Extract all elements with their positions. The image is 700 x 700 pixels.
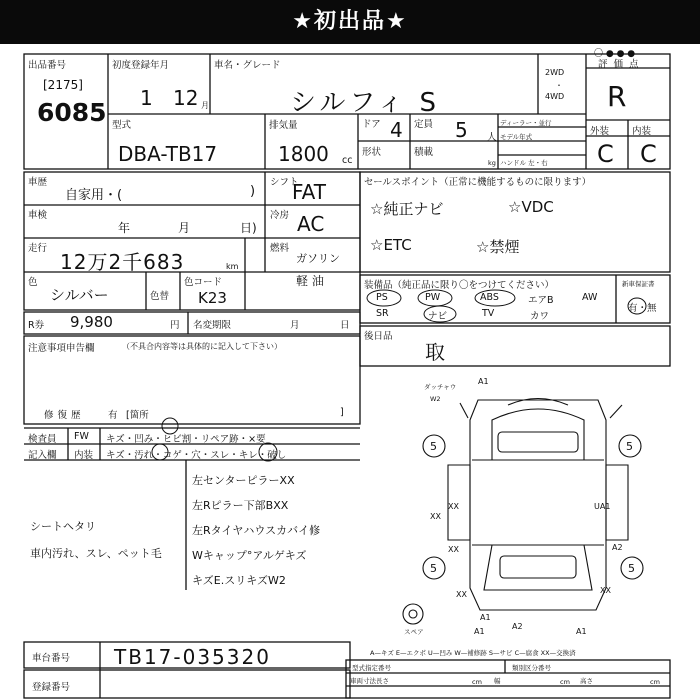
lot-label: 出品番号 [28, 60, 67, 71]
page-banner: ★初出品★ [0, 0, 700, 44]
inspection-day: 日) [240, 221, 257, 235]
mileage-label: 走行 [28, 243, 48, 254]
registration-month-unit: 月 [201, 101, 209, 110]
equipment-sr: SR [376, 308, 389, 319]
load-label: 積載 [414, 147, 434, 158]
inspector-label: 検査員 [28, 434, 57, 445]
inspector-entry-label: 記入欄 [28, 450, 57, 461]
registration-year: 1 [140, 86, 153, 110]
shape-label: 形状 [362, 147, 382, 158]
load-unit: kg [488, 159, 496, 167]
doors-label: ドア [362, 119, 381, 130]
inspector-fw-tag: FW [74, 431, 89, 442]
r-ticket-unit: 円 [170, 320, 180, 331]
fuel-gasoline: ガソリン [296, 252, 340, 265]
displacement-label: 排気量 [269, 120, 298, 131]
after-day-value: 取 [425, 340, 445, 364]
handle-label: ハンドル 左・右 [500, 159, 548, 167]
height-unit: cm [650, 678, 660, 686]
length-label: 長さ [376, 677, 389, 685]
diagram-mark-xx-rear-right: XX [600, 586, 611, 595]
equipment-navi: ナビ [428, 311, 448, 322]
exterior-value: C [597, 140, 614, 168]
diagram-mark-a2-rear: A2 [512, 622, 523, 631]
note-right-1: 左センターピラーXX [192, 474, 295, 487]
mileage-unit: km [226, 262, 239, 271]
lot-sub-number: [2175] [43, 78, 83, 92]
inspection-month: 月 [178, 221, 191, 235]
displacement-unit: cc [342, 155, 353, 166]
shift-label: シフト [270, 177, 299, 188]
inspector-row2: キズ・汚れ・コゲ・穴・スレ・キレ・破し [106, 450, 287, 461]
attention-label: 注意事項申告欄 [28, 343, 95, 354]
fuel-light-oil: 軽 油 [296, 274, 324, 288]
diagram-mark-a2-right: A2 [612, 543, 623, 552]
equipment-aw: AW [582, 292, 598, 303]
selling-point-2: ☆VDC [508, 198, 554, 216]
reg-number-label: 登録番号 [32, 682, 71, 693]
car-history-close: ) [250, 184, 256, 199]
mileage-value: 12万2千683 [60, 250, 185, 274]
capacity-value: 5 [455, 118, 468, 142]
drive-4wd: 4WD [545, 92, 565, 101]
warranty-label: 新車保証書 [622, 280, 655, 288]
equipment-leather: カワ [530, 311, 550, 322]
type-designation-label: 型式指定番号 [352, 664, 391, 672]
drive-dot: ・ [555, 81, 563, 90]
diagram-mark-a1-rear: A1 [480, 613, 491, 622]
selling-point-4: ☆禁煙 [476, 238, 520, 256]
repair-label: 修復歴 [44, 410, 85, 421]
equipment-abs: ABS [480, 292, 499, 303]
inspector-row1: キズ・凹み・ヒビ割・リペア跡・×要 [106, 434, 266, 445]
equipment-airbag: エアB [528, 295, 554, 306]
model-label: 型式 [112, 120, 132, 131]
drive-2wd: 2WD [545, 68, 565, 77]
doors-value: 4 [390, 118, 403, 142]
diagram-mark-xx-rear: XX [456, 590, 467, 599]
equipment-tv: TV [482, 308, 495, 319]
width-unit: cm [560, 678, 570, 686]
attention-note: （不具合内容等は具体的に記入して下さい） [122, 342, 282, 351]
vehicle-name-value: シルフィ S [290, 88, 441, 118]
repair-place: [箇所 [126, 410, 149, 421]
color-code-value: K23 [198, 289, 227, 307]
class-label: 類別区分番号 [512, 664, 551, 672]
color-number-label: 色替 [150, 291, 170, 302]
meigi-month: 月 [290, 320, 300, 331]
diagram-mark-a1-bumper: A1 [474, 627, 485, 636]
capacity-unit: 人 [487, 132, 497, 143]
diagram-mark-xx-rear-left: XX [448, 545, 459, 554]
length-unit: cm [472, 678, 482, 686]
rating-label: 評価点 [598, 59, 645, 70]
diagram-mark-5-fl: 5 [430, 440, 437, 453]
fuel-label: 燃料 [270, 243, 290, 254]
lot-number: 6085 [37, 98, 107, 127]
diagram-mark-5-rl: 5 [430, 562, 437, 575]
diagram-mark-w2: W2 [430, 395, 441, 403]
meigi-day: 日 [340, 320, 350, 331]
warranty-value: 有・無 [628, 303, 657, 314]
selling-point-1: ☆純正ナビ [370, 200, 444, 218]
diagram-mark-xx-side: XX [430, 512, 441, 521]
registration-label: 初度登録年月 [112, 60, 170, 71]
chassis-value: TB17-035320 [114, 645, 271, 669]
note-right-4: Wキャップ°アルゲキズ [192, 549, 307, 562]
vehicle-name-label: 車名・グレード [214, 60, 281, 71]
cooler-value: AC [297, 212, 325, 236]
width-label: 幅 [494, 677, 501, 685]
diagram-mark-5-fr: 5 [626, 440, 633, 453]
r-ticket-value: 9,980 [70, 313, 113, 331]
model-year-label: モデル年式 [500, 133, 533, 141]
legend: A—キズ E—エクボ U—凹み W—補修跡 S—サビ C—腐食 XX—交換済 [370, 649, 576, 657]
equipment-label: 装備品（純正品に限り〇をつけてください） [364, 280, 555, 291]
diagram-mark-5-rr: 5 [628, 562, 635, 575]
note-right-2: 左Rピラー下部BXX [192, 499, 289, 512]
dealer-label: ディーラー・並行 [500, 119, 552, 127]
size-label: 車両寸法 [350, 677, 376, 685]
note-right-5: キズE.スリキズW2 [192, 574, 286, 587]
interior-value: C [640, 140, 657, 168]
inspector-interior-tag: 内装 [74, 450, 94, 461]
car-history-value: 自家用・( [65, 188, 123, 203]
cooler-label: 冷房 [270, 210, 290, 221]
height-label: 高さ [580, 677, 593, 685]
inspection-year: 年 [118, 221, 131, 235]
repair-value: 有 [108, 410, 118, 421]
model-value: DBA-TB17 [118, 142, 218, 166]
diagram-mark-a1-top: A1 [478, 377, 489, 386]
top-right-mark: 〇 ● ● ● [594, 49, 636, 59]
exterior-label: 外装 [590, 126, 610, 137]
diagram-top-label: ダッチャウ [424, 383, 457, 391]
equipment-ps: PS [376, 292, 388, 303]
inspection-label: 車検 [28, 210, 48, 221]
rating-value: R [607, 80, 627, 113]
chassis-label: 車台番号 [32, 653, 71, 664]
color-label: 色 [28, 277, 38, 288]
meigi-label: 名変期限 [193, 320, 232, 331]
shift-value: FAT [292, 180, 327, 204]
note-left-1: シートヘタリ [30, 520, 96, 533]
diagram-spare-label: スペア [404, 628, 424, 636]
equipment-pw: PW [425, 292, 441, 303]
repair-close: ] [340, 407, 344, 418]
color-code-label: 色コード [184, 277, 223, 288]
note-right-3: 左Rタイヤハウスカバイ修 [192, 524, 321, 537]
registration-month: 12 [173, 86, 199, 110]
diagram-mark-ua1: UA1 [594, 502, 611, 511]
capacity-label: 定員 [414, 119, 434, 130]
r-ticket-label: R券 [28, 320, 45, 331]
selling-points-label: セールスポイント（正常に機能するものに限ります） [364, 177, 592, 188]
diagram-mark-a1-bumper-right: A1 [576, 627, 587, 636]
displacement-value: 1800 [278, 142, 329, 166]
note-left-2: 車内汚れ、スレ、ペット毛 [30, 547, 162, 560]
car-history-label: 車歴 [28, 177, 48, 188]
interior-label: 内装 [632, 126, 652, 137]
after-day-label: 後日品 [364, 331, 393, 342]
selling-point-3: ☆ETC [370, 236, 412, 254]
diagram-mark-xx-left: XX [448, 502, 459, 511]
color-value: シルバー [50, 286, 109, 304]
